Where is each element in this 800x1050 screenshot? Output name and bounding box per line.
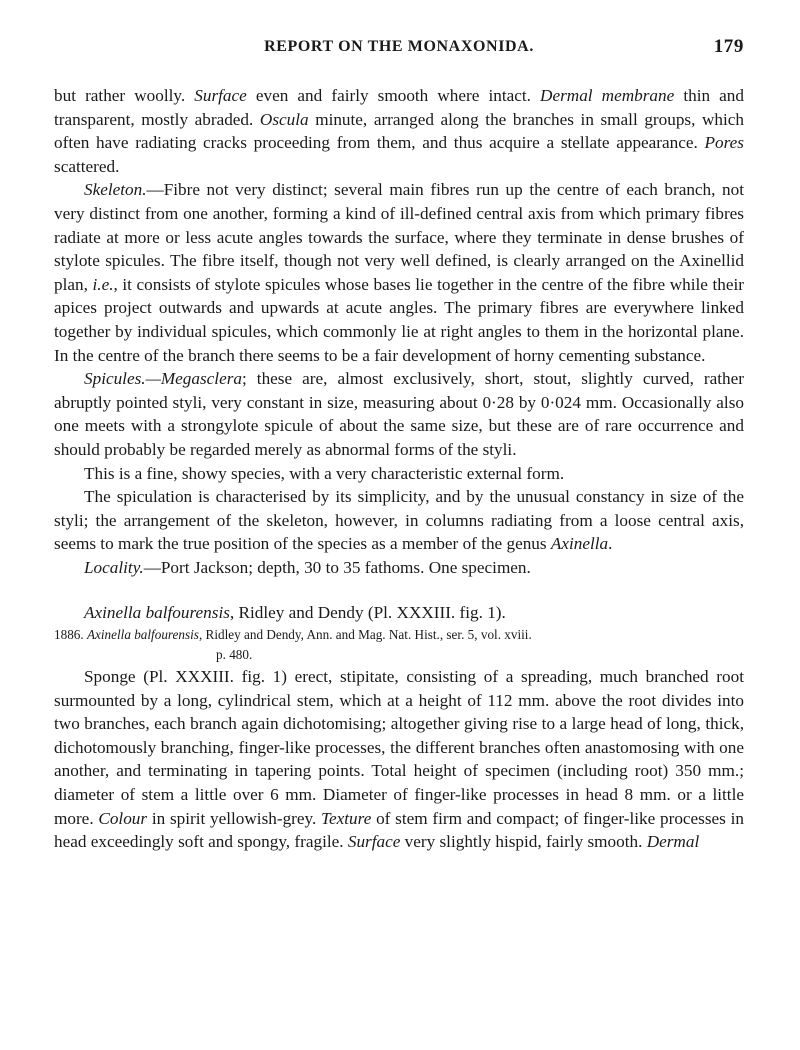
paragraph-spicules xyxy=(54,367,744,461)
italic-term: Oscula xyxy=(259,109,309,129)
text-run: scattered. xyxy=(54,156,120,176)
page-body xyxy=(54,84,744,854)
text-run: —Port Jackson; depth, 30 to 35 fathoms. One specimen. xyxy=(143,557,531,577)
text-run: thin and transparent, mostly abraded. xyxy=(54,86,744,129)
text-run: very slightly hispid, fairly smooth. xyxy=(400,832,647,852)
section-heading: Skeleton. xyxy=(84,180,147,200)
page-number: 179 xyxy=(713,36,744,57)
text-run: 1886. xyxy=(54,627,87,643)
running-title: REPORT ON THE MONAXONIDA. xyxy=(264,38,534,55)
paragraph-surface xyxy=(54,84,744,178)
italic-term: Axinella xyxy=(550,534,609,554)
text-run: minute, arranged along the branches in small groups, which often have radiating cracks proceeding from them, and thus acquire a stellate appearance. xyxy=(54,109,744,153)
italic-term: Surface xyxy=(194,86,247,105)
text-run: , it consists of stylote spicules whose bases lie together in the centre of the fibre while their apices project outwards and upwards at acute angles. The primary fibres are everywhere linked together by individual spicules, which commonly lie at right angles to them in the horizontal plane. In the centre of the branch there seems to be a fair development of horny cementing substance. xyxy=(54,274,744,365)
text-run: —Fibre not very distinct; several main fibres run up the centre of each branch, not very distinct from one another, forming a kind of ill-defined central axis from which primary fibres radiate at more or less acute angles towards the surface, where they terminate in dense brushes of stylote spicules. The fibre itself, though not very well defined, is clearly arranged on the Axinellid plan, xyxy=(54,180,744,294)
synonymy-reference xyxy=(54,625,744,665)
species-name: Axinella balfourensis xyxy=(84,603,230,623)
paragraph-spiculation xyxy=(54,485,744,556)
paragraph-showy: This is a fine, showy species, with a very characteristic external form. xyxy=(84,463,565,483)
section-gap xyxy=(54,579,744,601)
text-run: in spirit yellowish-grey. xyxy=(147,808,322,828)
text-run: , Ridley and Dendy, Ann. and Mag. Nat. Hist., ser. 5, vol. xviii. xyxy=(198,627,532,643)
italic-term: i.e. xyxy=(92,274,114,294)
text-run: The spiculation is characterised by its simplicity, and by the unusual constancy in size of the styli; the arrangement of the skeleton, however, in columns radiating from a loose central axis, seems to mark the true position of the species as a member of the genus xyxy=(54,487,744,554)
reference-page: p. 480. xyxy=(216,647,253,663)
species-heading xyxy=(54,601,744,625)
italic-term: Pores xyxy=(704,133,744,153)
section-heading: Locality. xyxy=(84,557,144,577)
italic-term: Texture xyxy=(321,808,372,828)
text-run: but rather woolly. xyxy=(54,86,195,105)
italic-term: Dermal xyxy=(646,832,700,852)
italic-term: Dermal membrane xyxy=(540,86,675,105)
text-run: Sponge (Pl. XXXIII. fig. 1) erect, stipitate, consisting of a spreading, much branched root surmounted by a long, cylindrical stem, which at a height of 112 mm. above the root divides into two branches, each branch again dichotomising; altogether giving rise to a large head of long, thick, dichotomously branching, finger-like processes, the different branches often anastomosing with one another, and terminating in tapering points. Total height of specimen (including root) 350 mm.; diameter of stem a little over 6 mm. Diameter of finger-like processes in head 8 mm. or a little more. xyxy=(54,667,744,828)
paragraph-description xyxy=(54,665,744,854)
paragraph-locality xyxy=(54,556,744,580)
italic-term: Colour xyxy=(98,808,148,828)
text-run: even and fairly smooth where intact. xyxy=(246,86,541,105)
section-heading: Spicules.—Megasclera xyxy=(84,369,242,389)
paragraph-skeleton xyxy=(54,178,744,367)
species-name: Axinella balfourensis xyxy=(86,627,199,643)
italic-term: Surface xyxy=(347,832,401,852)
text-run: . xyxy=(608,534,613,554)
running-header xyxy=(54,38,744,68)
text-run: of stem firm and compact; of finger-like processes in head exceedingly soft and spongy, fragile. xyxy=(54,808,744,852)
text-run: , Ridley and Dendy (Pl. XXXIII. fig. 1). xyxy=(229,603,506,623)
text-run: ; these are, almost exclusively, short, stout, slightly curved, rather abruptly pointed styli, very constant in size, measuring about 0·28 by 0·024 mm. Occasionally also one meets with a strongylote spicule of about the same size, but these are of rare occurrence and should probably be regarded merely as abnormal forms of the styli. xyxy=(54,369,744,459)
